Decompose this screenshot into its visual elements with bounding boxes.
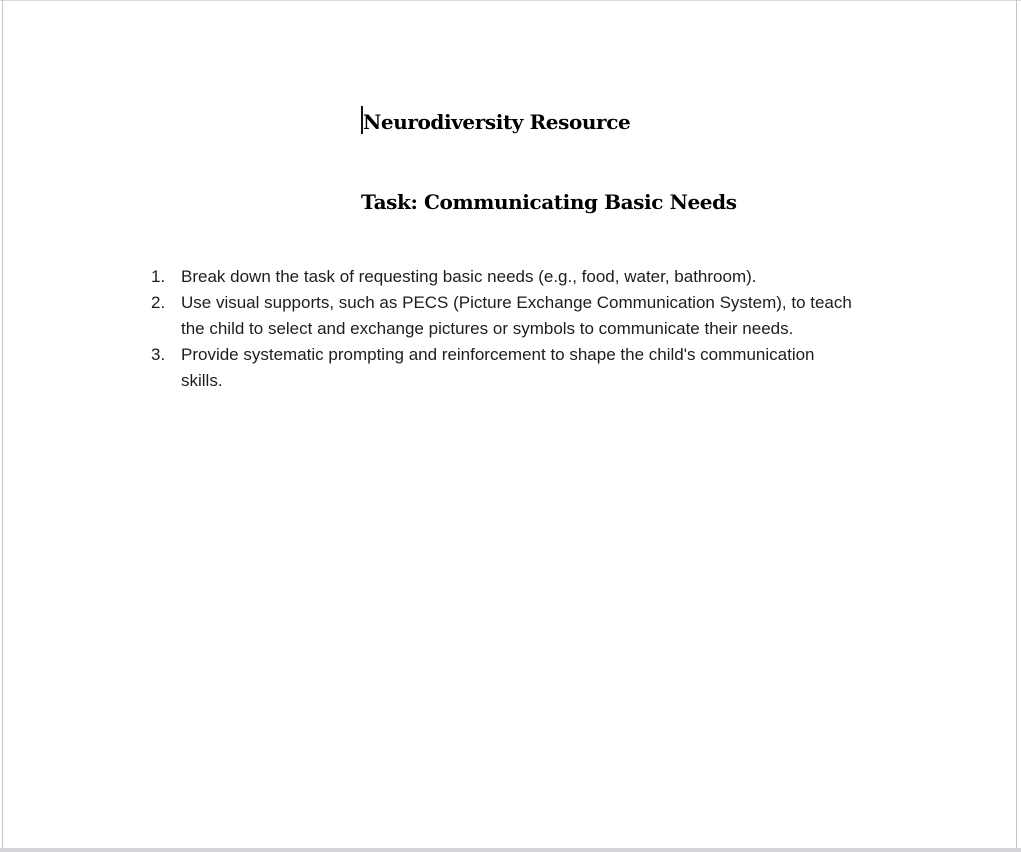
page-border-right <box>1016 0 1017 849</box>
task-heading[interactable]: Task: Communicating Basic Needs <box>361 190 737 214</box>
list-item[interactable] <box>151 342 863 394</box>
page-border-left <box>2 0 3 849</box>
list-item-text[interactable]: Use visual supports, such as PECS (Picture Exchange Communication System), to teach the child to select and exchange pictures or symbols to communicate their needs. <box>181 293 852 338</box>
page-border-top <box>0 0 1021 1</box>
document-title[interactable]: Neurodiversity Resource <box>363 110 631 134</box>
task-steps-list[interactable] <box>151 264 863 394</box>
list-item-number: 1. <box>151 267 166 286</box>
list-item-number: 3. <box>151 345 166 364</box>
list-item-number: 2. <box>151 293 166 312</box>
list-item[interactable] <box>151 264 863 290</box>
list-item-text[interactable]: Provide systematic prompting and reinforcement to shape the child's communication skills. <box>181 345 815 390</box>
list-item[interactable] <box>151 290 863 342</box>
list-item-text[interactable]: Break down the task of requesting basic needs (e.g., food, water, bathroom). <box>181 267 757 286</box>
page-bottom-edge <box>0 848 1021 852</box>
